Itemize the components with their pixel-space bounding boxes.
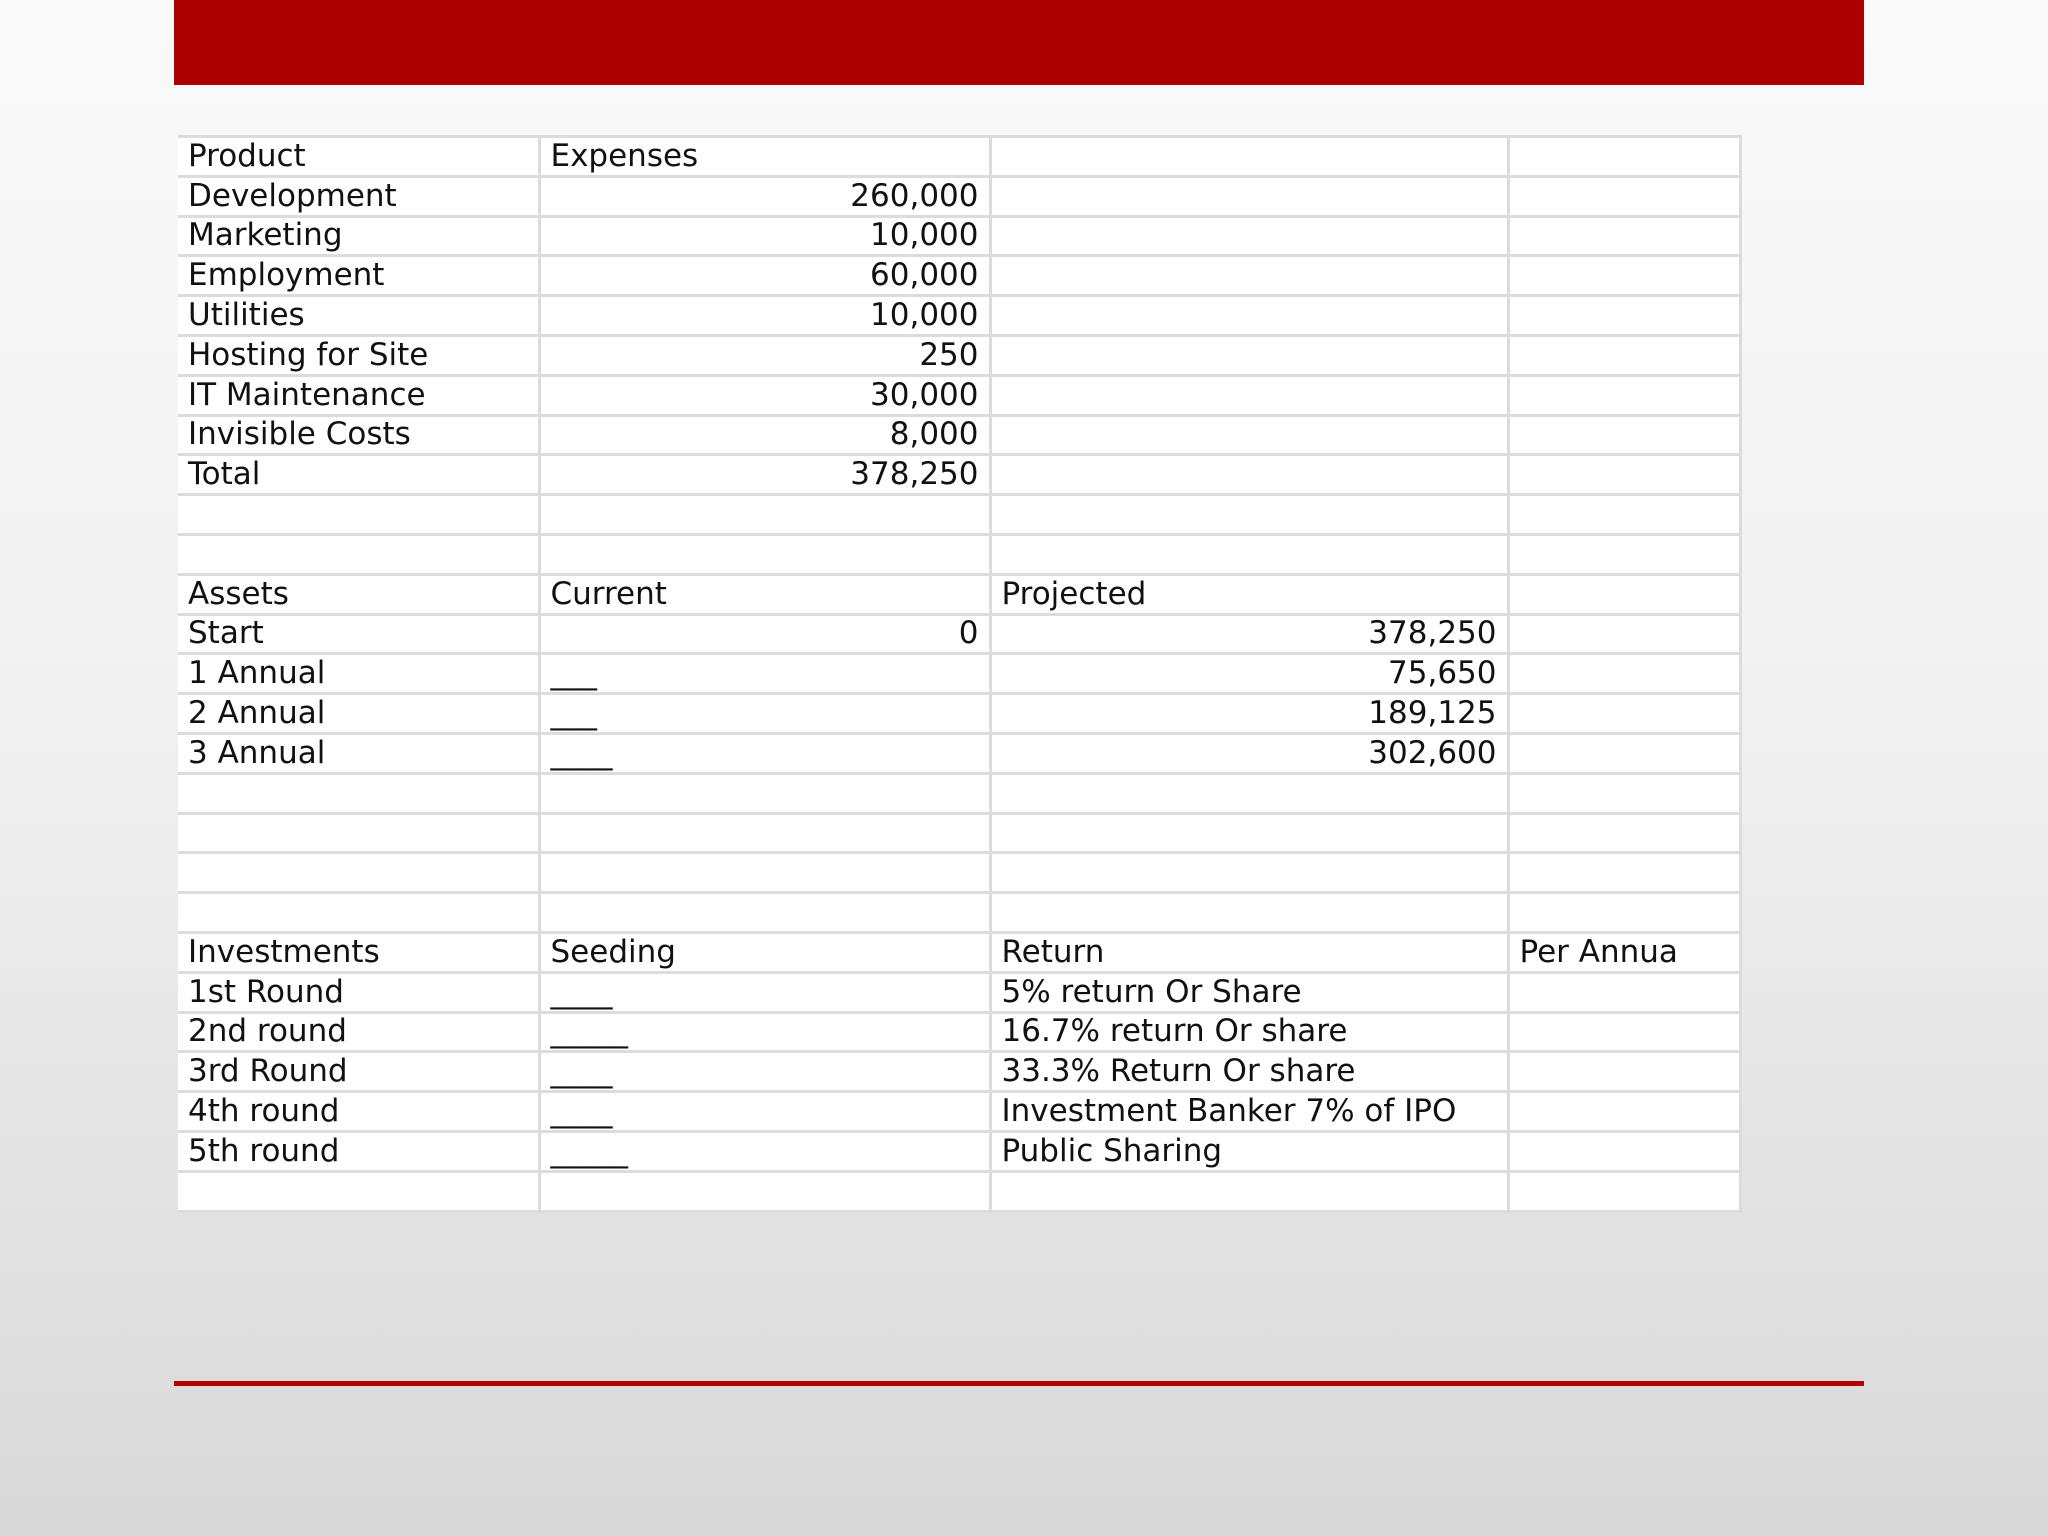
cell-blank-line: ____ bbox=[539, 733, 990, 773]
cell-empty bbox=[539, 893, 990, 933]
cell-empty bbox=[539, 1171, 990, 1211]
cell-empty bbox=[990, 256, 1508, 296]
table-row bbox=[178, 1052, 1740, 1092]
table-row bbox=[178, 375, 1740, 415]
cell-label: Utilities bbox=[178, 296, 539, 336]
table-row bbox=[178, 455, 1740, 495]
cell-empty bbox=[990, 813, 1508, 853]
cell-empty bbox=[1508, 415, 1740, 455]
cell-header: Seeding bbox=[539, 932, 990, 972]
table-row bbox=[178, 335, 1740, 375]
cell-empty bbox=[990, 495, 1508, 535]
cell-label: Start bbox=[178, 614, 539, 654]
cell-empty bbox=[990, 773, 1508, 813]
table-row bbox=[178, 256, 1740, 296]
cell-blank-line: ____ bbox=[539, 1052, 990, 1092]
cell-empty bbox=[990, 853, 1508, 893]
cell-empty bbox=[1508, 773, 1740, 813]
table-row bbox=[178, 654, 1740, 694]
cell-blank-line: _____ bbox=[539, 1012, 990, 1052]
cell-empty bbox=[539, 773, 990, 813]
cell-value: 378,250 bbox=[990, 614, 1508, 654]
table-row bbox=[178, 694, 1740, 734]
table-row bbox=[178, 574, 1740, 614]
cell-value: 378,250 bbox=[539, 455, 990, 495]
cell-label: Employment bbox=[178, 256, 539, 296]
table-row bbox=[178, 733, 1740, 773]
cell-text: Investment Banker 7% of IPO bbox=[990, 1092, 1508, 1132]
cell-label: 2 Annual bbox=[178, 694, 539, 734]
cell-header: Projected bbox=[990, 574, 1508, 614]
cell-label: Assets bbox=[178, 574, 539, 614]
table-row bbox=[178, 1131, 1740, 1171]
financial-table bbox=[178, 135, 1742, 1213]
cell-blank-line: ____ bbox=[539, 972, 990, 1012]
cell-label: 2nd round bbox=[178, 1012, 539, 1052]
cell-empty bbox=[1508, 813, 1740, 853]
cell-text: 33.3% Return Or share bbox=[990, 1052, 1508, 1092]
cell-empty bbox=[1508, 972, 1740, 1012]
cell-empty bbox=[1508, 495, 1740, 535]
cell-empty bbox=[1508, 574, 1740, 614]
cell-empty bbox=[1508, 614, 1740, 654]
cell-label: Total bbox=[178, 455, 539, 495]
table-row bbox=[178, 813, 1740, 853]
cell-empty bbox=[1508, 137, 1740, 177]
cell-empty bbox=[1508, 1171, 1740, 1211]
cell-label: 3 Annual bbox=[178, 733, 539, 773]
cell-empty bbox=[990, 216, 1508, 256]
cell-empty bbox=[539, 495, 990, 535]
table-row bbox=[178, 137, 1740, 177]
cell-empty bbox=[990, 176, 1508, 216]
cell-value: 10,000 bbox=[539, 296, 990, 336]
table-row bbox=[178, 614, 1740, 654]
cell-text: 5% return Or Share bbox=[990, 972, 1508, 1012]
table-row bbox=[178, 534, 1740, 574]
cell-empty bbox=[178, 773, 539, 813]
table-row bbox=[178, 415, 1740, 455]
cell-empty bbox=[1508, 256, 1740, 296]
cell-label: Development bbox=[178, 176, 539, 216]
cell-label: Invisible Costs bbox=[178, 415, 539, 455]
cell-blank-line: ____ bbox=[539, 1092, 990, 1132]
cell-value: 10,000 bbox=[539, 216, 990, 256]
cell-empty bbox=[1508, 375, 1740, 415]
cell-empty bbox=[1508, 893, 1740, 933]
cell-empty bbox=[990, 335, 1508, 375]
table-row bbox=[178, 1012, 1740, 1052]
cell-label: Marketing bbox=[178, 216, 539, 256]
cell-label: 1 Annual bbox=[178, 654, 539, 694]
table-row bbox=[178, 773, 1740, 813]
cell-label: 4th round bbox=[178, 1092, 539, 1132]
cell-value: 75,650 bbox=[990, 654, 1508, 694]
table-row bbox=[178, 893, 1740, 933]
cell-text: Public Sharing bbox=[990, 1131, 1508, 1171]
cell-header: Return bbox=[990, 932, 1508, 972]
table-row bbox=[178, 495, 1740, 535]
cell-text: 16.7% return Or share bbox=[990, 1012, 1508, 1052]
cell-header: Per Annua bbox=[1508, 932, 1740, 972]
cell-empty bbox=[990, 415, 1508, 455]
cell-empty bbox=[990, 375, 1508, 415]
table-row bbox=[178, 972, 1740, 1012]
cell-value: 260,000 bbox=[539, 176, 990, 216]
cell-empty bbox=[178, 534, 539, 574]
cell-empty bbox=[1508, 1052, 1740, 1092]
cell-value: 0 bbox=[539, 614, 990, 654]
table-row bbox=[178, 1171, 1740, 1211]
cell-empty bbox=[178, 893, 539, 933]
cell-empty bbox=[1508, 1012, 1740, 1052]
cell-value: 30,000 bbox=[539, 375, 990, 415]
cell-empty bbox=[178, 1171, 539, 1211]
cell-header: Expenses bbox=[539, 137, 990, 177]
cell-label: Investments bbox=[178, 932, 539, 972]
cell-empty bbox=[990, 893, 1508, 933]
cell-empty bbox=[990, 534, 1508, 574]
table-row bbox=[178, 1092, 1740, 1132]
cell-empty bbox=[1508, 534, 1740, 574]
cell-empty bbox=[1508, 853, 1740, 893]
cell-value: 189,125 bbox=[990, 694, 1508, 734]
cell-label: IT Maintenance bbox=[178, 375, 539, 415]
cell-empty bbox=[990, 137, 1508, 177]
cell-empty bbox=[1508, 733, 1740, 773]
bottom-divider bbox=[174, 1381, 1864, 1386]
cell-blank-line: _____ bbox=[539, 1131, 990, 1171]
table-row bbox=[178, 853, 1740, 893]
cell-blank-line: ___ bbox=[539, 694, 990, 734]
cell-empty bbox=[178, 495, 539, 535]
title-bar bbox=[174, 0, 1864, 85]
cell-blank-line: ___ bbox=[539, 654, 990, 694]
cell-empty bbox=[1508, 216, 1740, 256]
cell-empty bbox=[990, 455, 1508, 495]
table-row bbox=[178, 216, 1740, 256]
cell-empty bbox=[1508, 335, 1740, 375]
cell-empty bbox=[178, 853, 539, 893]
table-row bbox=[178, 932, 1740, 972]
table-row bbox=[178, 176, 1740, 216]
cell-empty bbox=[539, 534, 990, 574]
cell-empty bbox=[990, 296, 1508, 336]
cell-label: 3rd Round bbox=[178, 1052, 539, 1092]
cell-empty bbox=[539, 813, 990, 853]
cell-value: 302,600 bbox=[990, 733, 1508, 773]
table-row bbox=[178, 296, 1740, 336]
cell-empty bbox=[1508, 176, 1740, 216]
cell-label: Hosting for Site bbox=[178, 335, 539, 375]
cell-empty bbox=[1508, 1131, 1740, 1171]
cell-label: 1st Round bbox=[178, 972, 539, 1012]
cell-label: 5th round bbox=[178, 1131, 539, 1171]
cell-value: 8,000 bbox=[539, 415, 990, 455]
cell-empty bbox=[539, 853, 990, 893]
cell-empty bbox=[990, 1171, 1508, 1211]
cell-value: 60,000 bbox=[539, 256, 990, 296]
cell-empty bbox=[178, 813, 539, 853]
cell-header: Current bbox=[539, 574, 990, 614]
cell-empty bbox=[1508, 654, 1740, 694]
cell-empty bbox=[1508, 694, 1740, 734]
cell-empty bbox=[1508, 296, 1740, 336]
cell-value: 250 bbox=[539, 335, 990, 375]
cell-empty bbox=[1508, 1092, 1740, 1132]
cell-label: Product bbox=[178, 137, 539, 177]
cell-empty bbox=[1508, 455, 1740, 495]
